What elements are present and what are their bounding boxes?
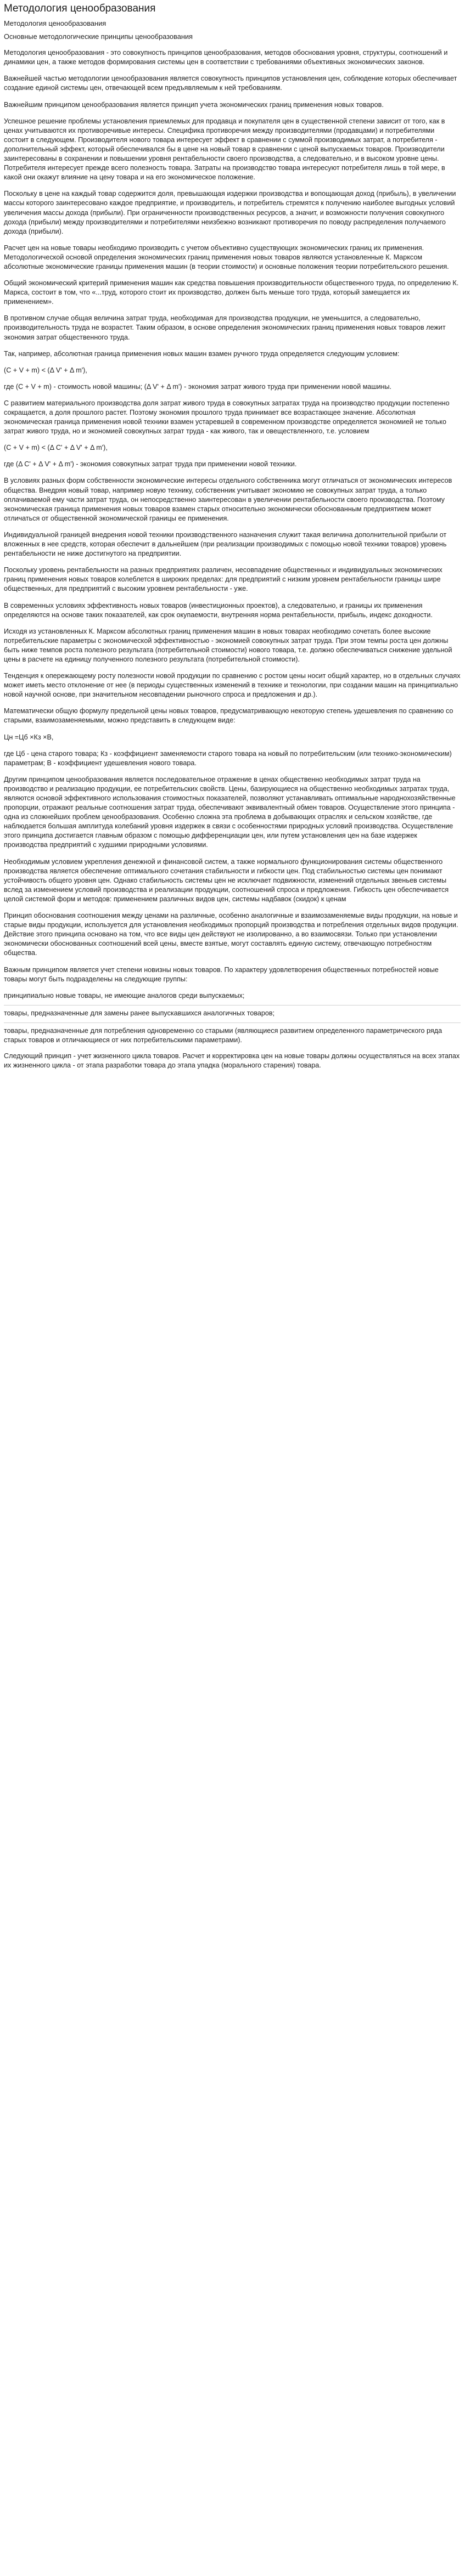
paragraph-d-2: Принцип обоснования соотношения между ценами на различные, особенно аналогичные и взаимозаменяемые виды продукции, на новые и старые виды продукции, используется для установления необходимых пропорций производства и потребления отдельных видов продукции. Действие этого принципа основано на том, что все виды цен действуют не изолированно, а во взаимосвязи. Только при установлении экономически обоснованных соотношений всей цены, вместе взятые, могут составлять единую систему, отвечающую потребностям общества.	[4, 912, 458, 957]
subtitle-methodology: Методология ценообразования	[4, 19, 107, 27]
paragraph-c-4: Исходя из установленных К. Марксом абсолютных границ применения машин в новых товарах необходимо сочетать более высокие потребительские параметры с экономической эффективностью - экономией совокупных затрат труда. При этом темпы роста цен должны быть ниже темпов роста полезного результата (потребительной стоимости) нового товара, т.е. должно обеспечиваться снижение удельной цены в расчете на единицу полученного полезного результата (потребительной стоимости).	[4, 627, 452, 663]
formula-3: Цн =Цб ×Кз ×В,	[4, 733, 54, 741]
paragraph-a-2: Важнейшим принципом ценообразования является принцип учета экономических границ применения новых товаров.	[4, 100, 384, 109]
paragraph-c-3: В современных условиях эффективность новых товаров (инвестиционных проектов), а следовательно, и границы их применения определяются на основе таких показателей, как срок окупаемости, внутренняя норма рентабельности, прибыль, индекс доходности.	[4, 601, 433, 619]
formula-2: (C + V + m) < (Δ C' + Δ V' + Δ m'),	[4, 444, 108, 452]
formula-1: (C + V + m) < (Δ V' + Δ m'),	[4, 366, 87, 374]
paragraph-a-4: Поскольку в цене на каждый товар содержится доля, превышающая издержки производства и вопощающая доход (прибыль), в увеличении массы которого заинтересовано каждое предприятие, и производитель, и потребитель стремятся к получению наиболее выгодных условий увеличения массы дохода (прибыли). При ограниченности производственных ресурсов, а значит, и возможности получения совокупного дохода (прибыли) между производителями и потребителями неизбежно возникают противоречия по поводу распределения получаемого дохода (прибыли).	[4, 190, 456, 235]
list-item-group-0: принципиально новые товары, не имеющие аналогов среди выпускаемых;	[4, 991, 245, 999]
paragraph-c-5: Тенденция к опережающему росту полезности новой продукции по сравнению с ростом цены носит общий характер, но в отдельных случаях может иметь место отклонение от нее (в периоды существенных изменений в технике и технологии, при создании машин на принципиально новой научной основе, при значительном несовпадении рыночного спроса и предложения и др.).	[4, 672, 461, 699]
paragraph-a-1: Важнейшей частью методологии ценообразования является совокупность принципов установления цен, соблюдение которых обеспечивает создание единой системы цен, отвечающей всем предъявляемым к ней требованиям.	[4, 75, 457, 92]
formula-2-description: где (Δ C' + Δ V' + Δ m') - экономия совокупных затрат труда при применении новой техники.	[4, 460, 297, 468]
document	[0, 0, 465, 1083]
paragraph-c-1: Индивидуальной границей внедрения новой техники производственного назначения служит такая величина дополнительной прибыли от вложенных в нее средств, которая обеспечит в дальнейшем (при реализации производимых с помощью новой техники товаров) уровень рентабельности не ниже достигнутого на предприятии.	[4, 530, 447, 558]
paragraph-a-5: Расчет цен на новые товары необходимо производить с учетом объективно существующих экономических границ их применения. Методологической основой определения экономических границ применения новых товаров являются установленные К. Марксом абсолютные экономические границы применения машин (в теории стоимости) и основные положения теории потребительского решения.	[4, 244, 449, 270]
paragraph-d-0: Другим принципом ценообразования является последовательное отражение в ценах общественно необходимых затрат труда на производство и реализацию продукции, ее потребительских свойств. Цены, базирующиеся на общественно необходимых затратах труда, являются основой эффективного использования стоимостных показателей, позволяют устанавливать оптимальные народнохозяйственные пропорции, отражают реальные соотношения затрат труда, обеспечивают эквивалентный обмен товаров. Осуществление этого принципа - одна из сложнейших проблем ценообразования. Особенно сложна эта проблема в добывающих отраслях и сельском хозяйстве, где наблюдается большая амплитуда колебаний уровня издержек в связи с особенностями природных условий производства. Осуществление этого принципа достигается главным образом с помощью дифференциации цен, или путем установления цен на базе издержек производства предприятий с худшими природными условиями.	[4, 775, 456, 849]
paragraph-a-0: Методология ценообразования - это совокупность принципов ценообразования, методов обоснования уровня, структуры, соотношений и динамики цен, а также методов формирования системы цен в соответствии с требованиями объективных экономических законов.	[4, 49, 448, 66]
list-item-group-2: товары, предназначенные для потребления одновременно со старыми (являющиеся развитием определенного параметрического ряда старых товаров и отличающиеся от них потребительскими параметрами).	[4, 1026, 442, 1044]
paragraph-b: С развитием материального производства доля затрат живого труда в совокупных затратах труда на производство продукции постепенно сокращается, а доля прошлого растет. Поэтому экономия прошлого труда принимает все возрастающее значение. Абсолютная экономическая граница применения новой техники взамен устаревшей в современном производстве определяется экономией не только затрат живого труда, но и экономией совокупных затрат труда - как живого, так и овеществленного, т.е. условием	[4, 399, 450, 436]
paragraph-a-3: Успешное решение проблемы установления приемлемых для продавца и покупателя цен в существенной степени зависит от того, как в ценах учитываются их противоречивые интересы. Специфика противоречия между производителями (продавцами) и потребителями состоит в следующем. Производителя нового товара интересует эффект в сравнении с суммой производимых затрат, а потребителя - дополнительный эффект, который обеспечивался бы в цене на новый товар в сравнении с ценой выпускаемых товаров. Производители заинтересованы в сохранении и повышении уровня рентабельности своего производства, а следовательно, и в высоком уровне цены. Потребителя интересует прежде всего полезность товара. Затраты на производство товара интересуют потребителя лишь в той мере, в какой они окажут влияние на цену товара и на его экономическое положение.	[4, 117, 445, 182]
paragraph-a-8: Так, например, абсолютная граница применения новых машин взамен ручного труда определяется следующим условием:	[4, 349, 400, 358]
paragraph-final: Следующий принцип - учет жизненного цикла товаров. Расчет и корректировка цен на новые товары должны осуществляться на всех этапах их жизненного цикла - от этапа разработки товара до этапа упадка (морального старения) товара.	[4, 1052, 460, 1070]
paragraph-a-6: Общий экономический критерий применения машин как средства повышения производительности общественного труда, по определению К. Маркса, состоит в том, что «...труд, которого стоит их производство, должен быть меньше того труда, который замещается их применением».	[4, 279, 459, 306]
paragraph-a-7: В противном случае общая величина затрат труда, необходимая для производства продукции, не уменьшится, а следовательно, производительность труда не возрастет. Таким образом, в основе определения экономических границ применения новых товаров лежит экономия затрат общественного труда.	[4, 314, 446, 341]
paragraph-d-3: Важным принципом является учет степени новизны новых товаров. По характеру удовлетворения общественных потребностей новые товары могут быть подразделены на следующие группы:	[4, 965, 439, 983]
product-groups-list	[4, 991, 461, 1045]
subtitle-principles: Основные методологические принципы ценообразования	[4, 32, 193, 41]
list-item-group-1: товары, предназначенные для замены ранее выпускавшихся аналогичных товаров;	[4, 1009, 275, 1017]
formula-3-description: где Цб - цена старого товара; Кз - коэффициент заменяемости старого товара на новый по потребительским (или технико-экономическим) параметрам; В - коэффициент удешевления нового товара.	[4, 749, 452, 767]
paragraph-c-0: В условиях разных форм собственности экономические интересы отдельного собственника могут отличаться от экономических интересов общества. Внедряя новый товар, например новую технику, собственник учитывает экономию не совокупных затрат труда, а только оплачиваемой ему части затрат труда, он непосредственно заинтересован в увеличении рентабельности своего производства. Поэтому экономическая граница применения новых товаров взамен старых относительно экономически обоснованным предприятием может отличаться от общественной экономической границы ее применения.	[4, 477, 452, 522]
formula-1-description: где (C + V + m) - стоимость новой машины; (Δ V' + Δ m') - экономия затрат живого труда при применении новой машины.	[4, 382, 392, 391]
paragraph-c-2: Поскольку уровень рентабельности на разных предприятиях различен, несовпадение общественных и индивидуальных экономических границ применения новых товаров колеблется в широких пределах: для предприятий с низким уровнем рентабельности границы шире общественных, для предприятий с высоким уровнем рентабельности - уже.	[4, 566, 442, 593]
page-title: Методология ценообразования	[4, 3, 156, 14]
paragraph-d-1: Необходимым условием укрепления денежной и финансовой систем, а также нормального функционирования системы общественного производства является обеспечение оптимального сочетания стабильности и гибкости цен. Под стабильностью системы цен понимают устойчивость общего уровня цен. Однако стабильность системы цен не исключает подвижности, изменений отдельных звеньев системы вслед за изменением условий производства и реализации продукции, соотношений спроса и предложения. Гибкость цен обеспечивается целой системой форм и методов: применением различных видов цен, системы надбавок (скидок) к ценам	[4, 857, 449, 903]
paragraph-c-6: Математически общую формулу предельной цены новых товаров, предусматривающую некоторую степень удешевления по сравнению со старыми, взаимозаменяемыми, можно представить в следующем виде:	[4, 707, 453, 725]
